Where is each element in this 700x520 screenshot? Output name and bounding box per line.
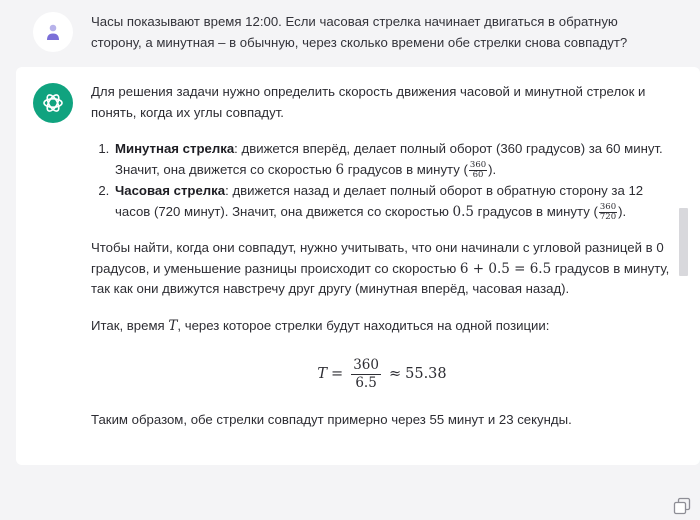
step-title: Минутная стрелка xyxy=(115,141,235,156)
assistant-message-card xyxy=(16,67,700,465)
openai-logo-icon xyxy=(41,91,65,115)
list-item: 2. Часовая стрелка: движется назад и делает полный оборот в обратную сторону за 12 часов (720 минут). Значит, она движется со скоростью 0.5 градусов в минуту ( $\frac{360}{720}$ ). xyxy=(113,181,673,222)
formula-lead-paragraph: Итак, время T, через которое стрелки будут находиться на одной позиции: xyxy=(91,317,550,334)
assistant-message-content xyxy=(91,82,673,431)
steps-list xyxy=(91,139,673,222)
explanation-paragraph: Чтобы найти, когда они совпадут, нужно учитывать, что они начинали с угловой разницей в 0 градусов, и уменьшение разницы происходит со скоростью 6 + 0.5 = 6.5 градусов в минуту, так как они движутся навстречу друг другу (минутная вперёд, часовая назад). xyxy=(91,240,670,296)
math-inline: T xyxy=(168,317,178,334)
user-silhouette-icon xyxy=(45,23,61,41)
user-avatar xyxy=(33,12,73,52)
copy-icon xyxy=(673,497,691,515)
user-message-text: Часы показывают время 12:00. Если часовая стрелка начинает двигаться в обратную сторону, а минутная – в обычную, через сколько времени обе стрелки снова совпадут? xyxy=(91,14,628,50)
list-item: 1. Минутная стрелка: движется вперёд, делает полный оборот (360 градусов) за 60 минут. Значит, она движется со скоростью 6 градусов в минуту ( $\frac{360}{60}$ ). xyxy=(113,139,673,180)
display-formula: T = $\frac{360}{6.5}$ ≈ 55.38 xyxy=(317,356,447,391)
math-inline: 6 xyxy=(335,161,345,178)
math-fraction: $\frac{360}{60}$ xyxy=(469,159,487,180)
copy-button[interactable] xyxy=(673,497,691,515)
math-inline: 6 + 0.5 = 6.5 xyxy=(459,260,552,277)
formula-fraction: $\frac{360}{6.5}$ xyxy=(353,356,379,391)
step-title: Часовая стрелка xyxy=(115,183,226,198)
intro-paragraph: Для решения задачи нужно определить скорость движения часовой и минутной стрелок и понять, когда их углы совпадут. xyxy=(91,84,646,120)
math-fraction: $\frac{360}{720}$ xyxy=(599,201,617,222)
math-inline: 0.5 xyxy=(452,203,475,220)
user-message-row xyxy=(0,0,700,66)
conclusion-paragraph: Таким образом, обе стрелки совпадут примерно через 55 минут и 23 секунды. xyxy=(91,412,572,427)
scrollbar-thumb[interactable] xyxy=(679,208,688,276)
assistant-avatar xyxy=(33,83,73,123)
